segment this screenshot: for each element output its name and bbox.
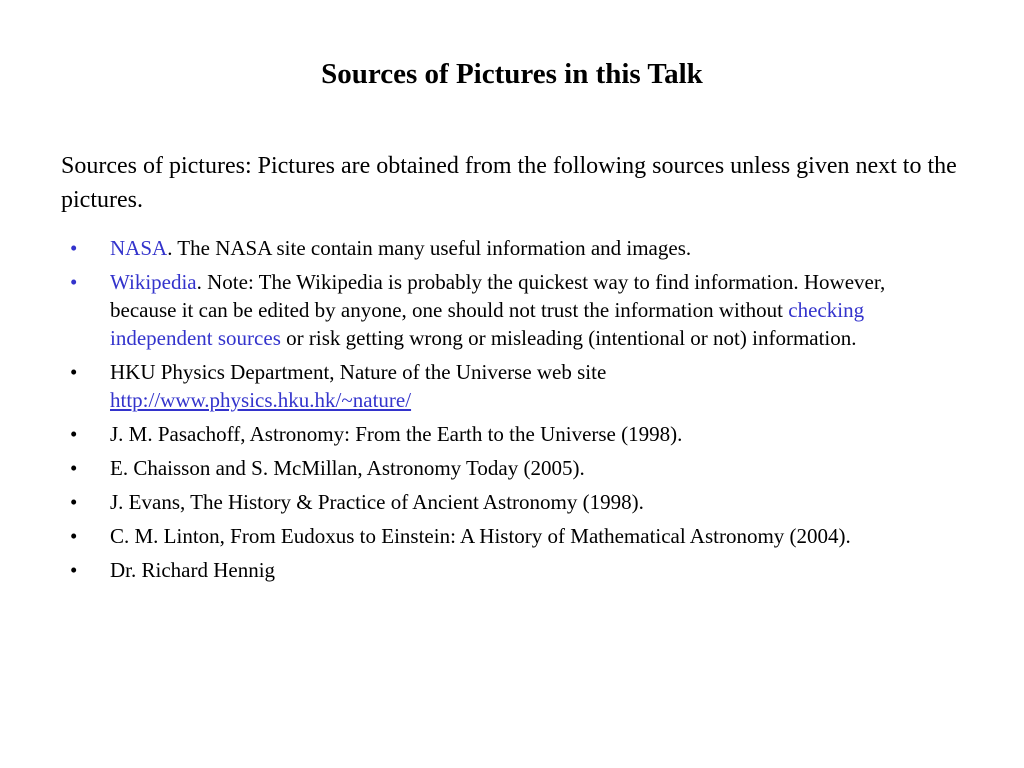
wikipedia-link[interactable]: Wikipedia — [110, 270, 197, 294]
hku-description: HKU Physics Department, Nature of the Universe web site — [110, 360, 607, 384]
reference-text: Dr. Richard Hennig — [110, 558, 276, 582]
reference-text: C. M. Linton, From Eudoxus to Einstein: A History of Mathematical Astronomy (2004). — [110, 524, 851, 548]
slide-title: Sources of Pictures in this Talk — [321, 58, 703, 90]
list-item-chaisson — [70, 454, 950, 482]
reference-text: J. Evans, The History & Practice of Ancient Astronomy (1998). — [110, 490, 644, 514]
bullet-icon: • — [70, 422, 78, 446]
list-item-evans — [70, 488, 950, 516]
wikipedia-description-start: . Note: The Wikipedia is probably the quickest way to find information. However, because it can be edited by anyone, one should not trust the information without — [110, 270, 886, 322]
list-item-hku — [70, 358, 950, 414]
hku-url-link[interactable]: http://www.physics.hku.hk/~nature/ — [110, 388, 412, 412]
bullet-icon: • — [70, 456, 78, 480]
nasa-link[interactable]: NASA — [110, 236, 168, 260]
bullet-icon: • — [70, 236, 78, 260]
bullet-icon: • — [70, 490, 78, 514]
bullet-icon: • — [70, 524, 78, 548]
list-item-nasa — [70, 234, 950, 262]
list-item-linton — [70, 522, 950, 550]
nasa-description: . The NASA site contain many useful information and images. — [167, 236, 692, 260]
sources-list — [70, 234, 950, 590]
bullet-icon: • — [70, 558, 78, 582]
reference-text: J. M. Pasachoff, Astronomy: From the Earth to the Universe (1998). — [110, 422, 683, 446]
list-item-wikipedia — [70, 268, 950, 352]
bullet-icon: • — [70, 270, 78, 294]
list-item-hennig — [70, 556, 950, 584]
list-item-pasachoff — [70, 420, 950, 448]
bullet-icon: • — [70, 360, 78, 384]
reference-text: E. Chaisson and S. McMillan, Astronomy Today (2005). — [110, 456, 585, 480]
intro-paragraph: Sources of pictures: Pictures are obtained from the following sources unless given next to the pictures. — [61, 153, 957, 213]
wikipedia-description-end: or risk getting wrong or misleading (intentional or not) information. — [280, 326, 857, 350]
checking-sources-link[interactable]: checking independent sources — [110, 298, 865, 350]
